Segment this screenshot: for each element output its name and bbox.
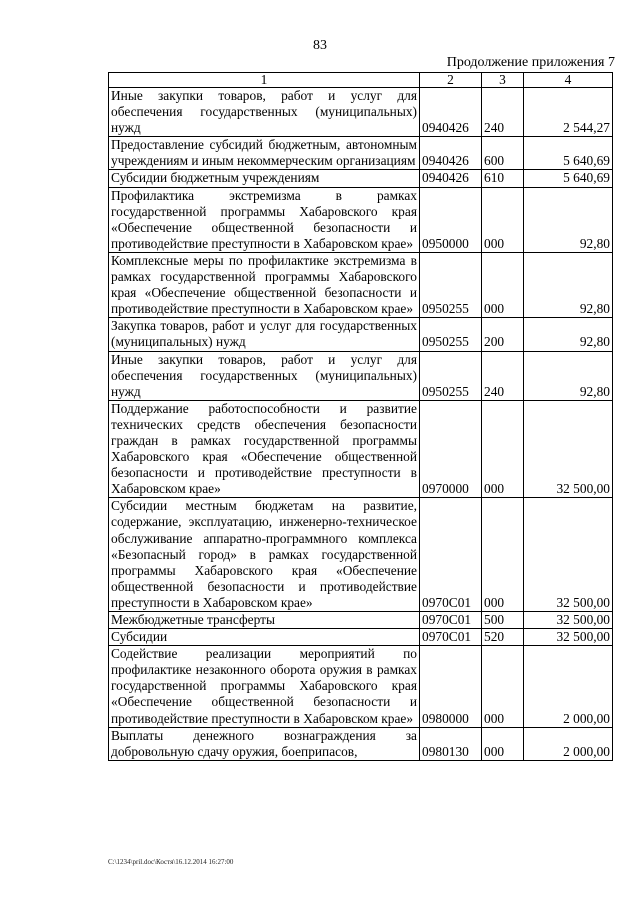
table-row xyxy=(109,187,613,252)
row-name-cell: Субсидии бюджетным учреждениям xyxy=(109,170,420,187)
row-name-cell: Межбюджетные трансферты xyxy=(109,612,420,629)
table-row xyxy=(109,498,613,612)
row-code-cell: 0940426 xyxy=(420,170,482,187)
table-row xyxy=(109,612,613,629)
table-row xyxy=(109,727,613,760)
table-row xyxy=(109,318,613,351)
table-row xyxy=(109,351,613,400)
row-code-cell: 0970000 xyxy=(420,400,482,498)
row-type-cell: 500 xyxy=(482,612,524,629)
row-code-cell: 0970С01 xyxy=(420,612,482,629)
table-row xyxy=(109,137,613,170)
row-amount-cell: 5 640,69 xyxy=(524,137,613,170)
row-type-cell: 000 xyxy=(482,400,524,498)
table-row xyxy=(109,88,613,137)
row-type-cell: 240 xyxy=(482,351,524,400)
row-type-cell: 000 xyxy=(482,727,524,760)
row-type-cell: 000 xyxy=(482,646,524,727)
header-col-1: 1 xyxy=(109,73,420,88)
row-type-cell: 000 xyxy=(482,498,524,612)
header-col-3: 3 xyxy=(482,73,524,88)
table-row xyxy=(109,252,613,317)
row-code-cell: 0970С01 xyxy=(420,629,482,646)
row-type-cell: 520 xyxy=(482,629,524,646)
row-amount-cell: 32 500,00 xyxy=(524,498,613,612)
row-amount-cell: 5 640,69 xyxy=(524,170,613,187)
table-row xyxy=(109,170,613,187)
budget-table xyxy=(108,72,613,761)
row-name-cell: Закупка товаров, работ и услуг для государственных (муниципальных) нужд xyxy=(109,318,420,351)
row-code-cell: 0970С01 xyxy=(420,498,482,612)
row-code-cell: 0950255 xyxy=(420,252,482,317)
header-col-2: 2 xyxy=(420,73,482,88)
row-code-cell: 0950255 xyxy=(420,351,482,400)
header-col-4: 4 xyxy=(524,73,613,88)
table-row xyxy=(109,629,613,646)
row-code-cell: 0940426 xyxy=(420,137,482,170)
row-type-cell: 600 xyxy=(482,137,524,170)
table-header-row xyxy=(109,73,613,88)
row-name-cell: Иные закупки товаров, работ и услуг для обеспечения государственных (муниципальных) нужд xyxy=(109,351,420,400)
row-name-cell: Профилактика экстремизма в рамках государственной программы Хабаровского края «Обеспечение общественной безопасности и противодействие преступности в Хабаровском крае» xyxy=(109,187,420,252)
appendix-continuation-label: Продолжение приложения 7 xyxy=(446,55,615,70)
row-code-cell: 0950000 xyxy=(420,187,482,252)
row-amount-cell: 92,80 xyxy=(524,252,613,317)
row-name-cell: Поддержание работоспособности и развитие технических средств обеспечения безопасности граждан в рамках государственной программы Хабаровского края «Обеспечение общественной безопасности и противодействие преступности в Хабаровском крае» xyxy=(109,400,420,498)
row-amount-cell: 92,80 xyxy=(524,187,613,252)
row-code-cell: 0950255 xyxy=(420,318,482,351)
row-amount-cell: 32 500,00 xyxy=(524,612,613,629)
row-amount-cell: 32 500,00 xyxy=(524,400,613,498)
row-name-cell: Комплексные меры по профилактике экстремизма в рамках государственной программы Хабаровского края «Обеспечение общественной безопасности и противодействие преступности в Хабаровском крае» xyxy=(109,252,420,317)
row-type-cell: 240 xyxy=(482,88,524,137)
row-name-cell: Предоставление субсидий бюджетным, автономным учреждениям и иным некоммерческим организациям xyxy=(109,137,420,170)
row-type-cell: 000 xyxy=(482,187,524,252)
row-code-cell: 0980000 xyxy=(420,646,482,727)
row-name-cell: Выплаты денежного вознаграждения за добровольную сдачу оружия, боеприпасов, xyxy=(109,727,420,760)
row-name-cell: Субсидии местным бюджетам на развитие, содержание, эксплуатацию, инженерно-техническое обслуживание аппаратно-программного комплекса «Безопасный город» в рамках государственной программы Хабаровского края «Обеспечение общественной безопасности и противодействие преступности в Хабаровском крае» xyxy=(109,498,420,612)
row-name-cell: Содействие реализации мероприятий по профилактике незаконного оборота оружия в рамках государственной программы Хабаровского края «Обеспечение общественной безопасности и противодействие преступности в Хабаровском крае» xyxy=(109,646,420,727)
row-amount-cell: 2 000,00 xyxy=(524,646,613,727)
row-type-cell: 000 xyxy=(482,252,524,317)
row-amount-cell: 2 544,27 xyxy=(524,88,613,137)
row-amount-cell: 92,80 xyxy=(524,318,613,351)
row-amount-cell: 32 500,00 xyxy=(524,629,613,646)
row-type-cell: 610 xyxy=(482,170,524,187)
row-code-cell: 0940426 xyxy=(420,88,482,137)
row-name-cell: Субсидии xyxy=(109,629,420,646)
table-row xyxy=(109,400,613,498)
row-code-cell: 0980130 xyxy=(420,727,482,760)
row-amount-cell: 2 000,00 xyxy=(524,727,613,760)
file-path-footer: C:\1234\pril.doc\Костя\16.12.2014 16:27:00 xyxy=(108,858,234,866)
table-row xyxy=(109,646,613,727)
row-amount-cell: 92,80 xyxy=(524,351,613,400)
row-type-cell: 200 xyxy=(482,318,524,351)
page-number: 83 xyxy=(313,38,327,53)
row-name-cell: Иные закупки товаров, работ и услуг для обеспечения государственных (муниципальных) нужд xyxy=(109,88,420,137)
